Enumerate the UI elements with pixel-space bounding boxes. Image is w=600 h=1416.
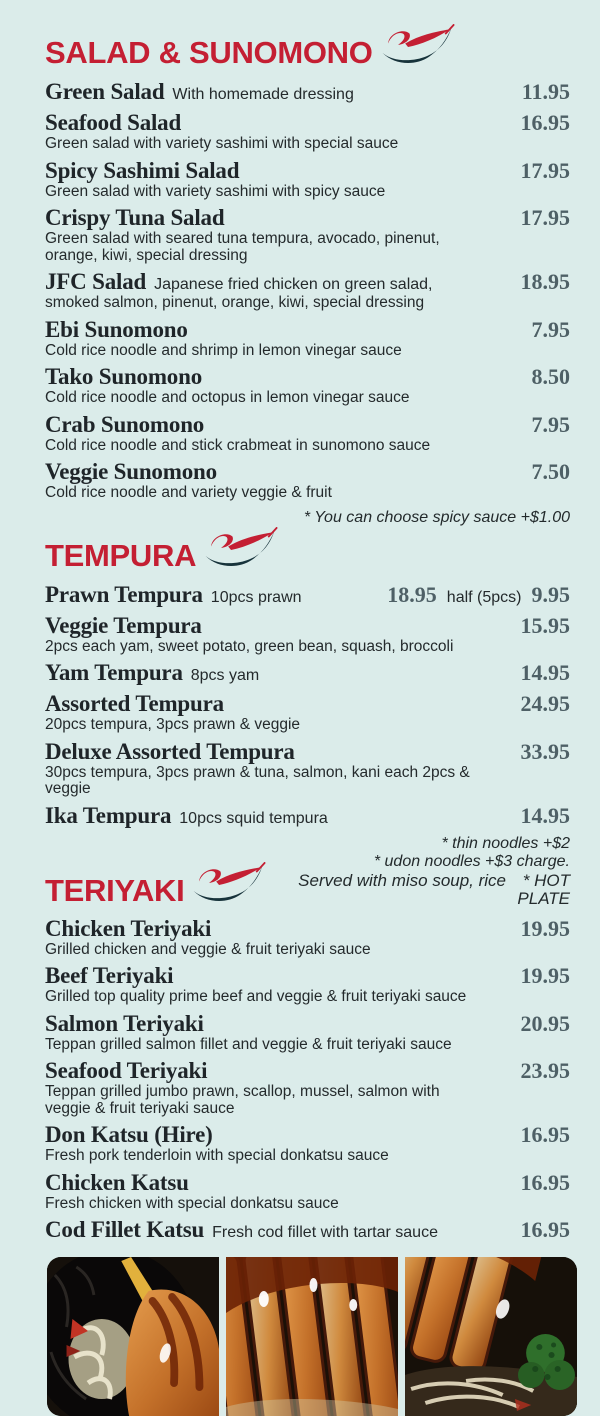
section-header-teriyaki	[45, 835, 570, 908]
item-description: Green salad with variety sashimi with spicy sauce	[45, 182, 386, 200]
section-title: TEMPURA	[45, 537, 197, 573]
menu-item-veggie-sunomono	[45, 459, 570, 502]
item-name: Tako Sunomono	[45, 364, 202, 389]
menu-item-green-salad	[45, 79, 570, 105]
item-price: 16.95	[520, 110, 570, 135]
menu-item-veggie-tempura	[45, 613, 570, 656]
menu-item-chicken-teriyaki	[45, 916, 570, 959]
item-name: Prawn Tempura	[45, 581, 203, 607]
item-name: Ebi Sunomono	[45, 316, 188, 342]
item-price: 7.50	[531, 459, 570, 484]
item-name: Seafood Salad	[45, 110, 182, 135]
item-description: veggie & fruit teriyaki sauce	[45, 1099, 235, 1117]
item-name: Veggie Tempura	[45, 612, 202, 638]
item-price: 14.95	[520, 802, 570, 828]
item-description: Cold rice noodle and shrimp in lemon vinegar sauce	[45, 341, 402, 359]
item-description: Grilled chicken and veggie & fruit teriyaki sauce	[45, 940, 371, 958]
menu-item-ika-tempura	[45, 803, 570, 829]
item-price: 15.95	[520, 612, 570, 638]
menu-item-spicy-sashimi-salad	[45, 158, 570, 201]
item-inline-description: Japanese fried chicken on green salad,	[154, 276, 433, 293]
item-name: Beef Teriyaki	[45, 963, 174, 988]
menu-item-cod-fillet-katsu	[45, 1217, 570, 1243]
menu-item-crab-sunomono	[45, 412, 570, 455]
item-name: Yam Tempura	[45, 660, 183, 685]
menu-item-crispy-tuna-salad	[45, 205, 570, 264]
item-description: Fresh pork tenderloin with special donkatsu sauce	[45, 1147, 389, 1164]
item-price: 8.50	[531, 364, 570, 389]
half-portion-price: 9.95	[531, 581, 570, 607]
menu-item-assorted-tempura	[45, 691, 570, 734]
section-header-salad-sunomono	[45, 36, 570, 70]
item-price: 33.95	[520, 738, 570, 764]
item-name: Spicy Sashimi Salad	[45, 157, 240, 183]
item-price: 19.95	[520, 963, 570, 988]
item-name: Chicken Teriyaki	[45, 915, 212, 941]
menu-item-ebi-sunomono	[45, 317, 570, 360]
menu-item-yam-tempura	[45, 660, 570, 686]
item-description: Green salad with variety sashimi with special sauce	[45, 135, 399, 152]
item-name: Ika Tempura	[45, 802, 172, 828]
item-description: Teppan grilled jumbo prawn, scallop, mussel, salmon with	[45, 1083, 440, 1100]
item-price: 18.95	[520, 269, 570, 294]
item-price: 16.95	[520, 1169, 570, 1195]
menu-item-prawn-tempura	[45, 582, 570, 608]
hot-plate-note: * HOT PLATE	[517, 870, 570, 908]
item-name: Crispy Tuna Salad	[45, 205, 225, 230]
item-price: 17.95	[520, 157, 570, 183]
item-inline-description: 10pcs prawn	[210, 588, 302, 606]
item-name: Cod Fillet Katsu	[45, 1217, 205, 1242]
section-title: SALAD & SUNOMONO	[45, 35, 373, 70]
item-price: 11.95	[521, 79, 570, 104]
item-description: Cold rice noodle and stick crabmeat in sunomono sauce	[45, 436, 431, 454]
menu-item-beef-teriyaki	[45, 963, 570, 1006]
item-description: orange, kiwi, special dressing	[45, 246, 248, 264]
food-photo-strip	[47, 1257, 577, 1416]
menu-item-deluxe-assorted-tempura	[45, 739, 570, 798]
item-price: 18.95	[387, 581, 437, 607]
item-description: Teppan grilled salmon fillet and veggie & fruit teriyaki sauce	[45, 1035, 452, 1053]
item-price: 16.95	[520, 1122, 570, 1147]
item-name: Green Salad	[45, 79, 165, 104]
item-description: 2pcs each yam, sweet potato, green bean, squash, broccoli	[45, 637, 454, 655]
item-inline-description: With homemade dressing	[172, 86, 354, 103]
item-description: 20pcs tempura, 3pcs prawn & veggie	[45, 716, 301, 733]
item-price: 24.95	[520, 691, 570, 716]
item-price: 7.95	[531, 411, 570, 437]
item-name: Salmon Teriyaki	[45, 1010, 204, 1036]
menu-item-chicken-katsu	[45, 1170, 570, 1213]
menu-item-seafood-salad	[45, 110, 570, 153]
brand-swoosh-icon	[381, 24, 455, 70]
section-header-tempura	[45, 539, 570, 573]
note-thin-noodles: * thin noodles +$2	[441, 834, 570, 852]
item-description: Fresh chicken with special donkatsu sauce	[45, 1194, 339, 1212]
footnote-spicy-sauce: * You can choose spicy sauce +$1.00	[303, 508, 570, 526]
item-price: 20.95	[520, 1010, 570, 1036]
section-subtitle: Served with miso soup, rice	[298, 870, 507, 890]
item-price: 23.95	[520, 1058, 570, 1083]
item-price: 14.95	[520, 660, 570, 685]
note-udon-noodles: * udon noodles +$3 charge.	[373, 852, 570, 870]
item-name: Crab Sunomono	[45, 411, 205, 437]
item-inline-description: 8pcs yam	[190, 667, 260, 684]
menu-item-seafood-teriyaki	[45, 1058, 570, 1117]
food-photo-teriyaki-hotplate	[47, 1257, 219, 1416]
item-description: Cold rice noodle and octopus in lemon vinegar sauce	[45, 389, 410, 406]
item-price: 16.95	[520, 1217, 570, 1242]
item-description: 30pcs tempura, 3pcs prawn & tuna, salmon, kani each 2pcs & veggie	[45, 763, 470, 797]
half-portion-label: half (5pcs)	[446, 588, 522, 606]
item-inline-description: Fresh cod fillet with tartar sauce	[212, 1224, 438, 1241]
item-name: Veggie Sunomono	[45, 459, 217, 484]
item-name: Don Katsu (Hire)	[45, 1122, 213, 1147]
item-name: JFC Salad	[45, 269, 147, 294]
item-description: Grilled top quality prime beef and veggie & fruit teriyaki sauce	[45, 988, 467, 1005]
item-description: Green salad with seared tuna tempura, avocado, pinenut,	[45, 230, 440, 247]
item-description: Cold rice noodle and variety veggie & fruit	[45, 484, 332, 501]
item-name: Chicken Katsu	[45, 1169, 189, 1195]
item-name: Assorted Tempura	[45, 691, 224, 716]
section-title: TERIYAKI	[45, 872, 185, 908]
food-photo-teriyaki-slices	[226, 1257, 398, 1416]
brand-swoosh-icon	[204, 527, 278, 573]
item-price: 7.95	[531, 316, 570, 342]
menu-item-tako-sunomono	[45, 364, 570, 407]
item-name: Deluxe Assorted Tempura	[45, 738, 295, 764]
item-name: Seafood Teriyaki	[45, 1058, 208, 1083]
item-price: 19.95	[520, 915, 570, 941]
food-photo-teriyaki-broccoli	[405, 1257, 577, 1416]
item-inline-description: 10pcs squid tempura	[179, 809, 328, 827]
menu-item-jfc-salad	[45, 269, 570, 312]
item-description: smoked salmon, pinenut, orange, kiwi, special dressing	[45, 294, 425, 311]
brand-swoosh-icon	[192, 862, 266, 908]
item-price: 17.95	[520, 205, 570, 230]
menu-item-salmon-teriyaki	[45, 1011, 570, 1054]
menu-item-don-katsu	[45, 1122, 570, 1165]
